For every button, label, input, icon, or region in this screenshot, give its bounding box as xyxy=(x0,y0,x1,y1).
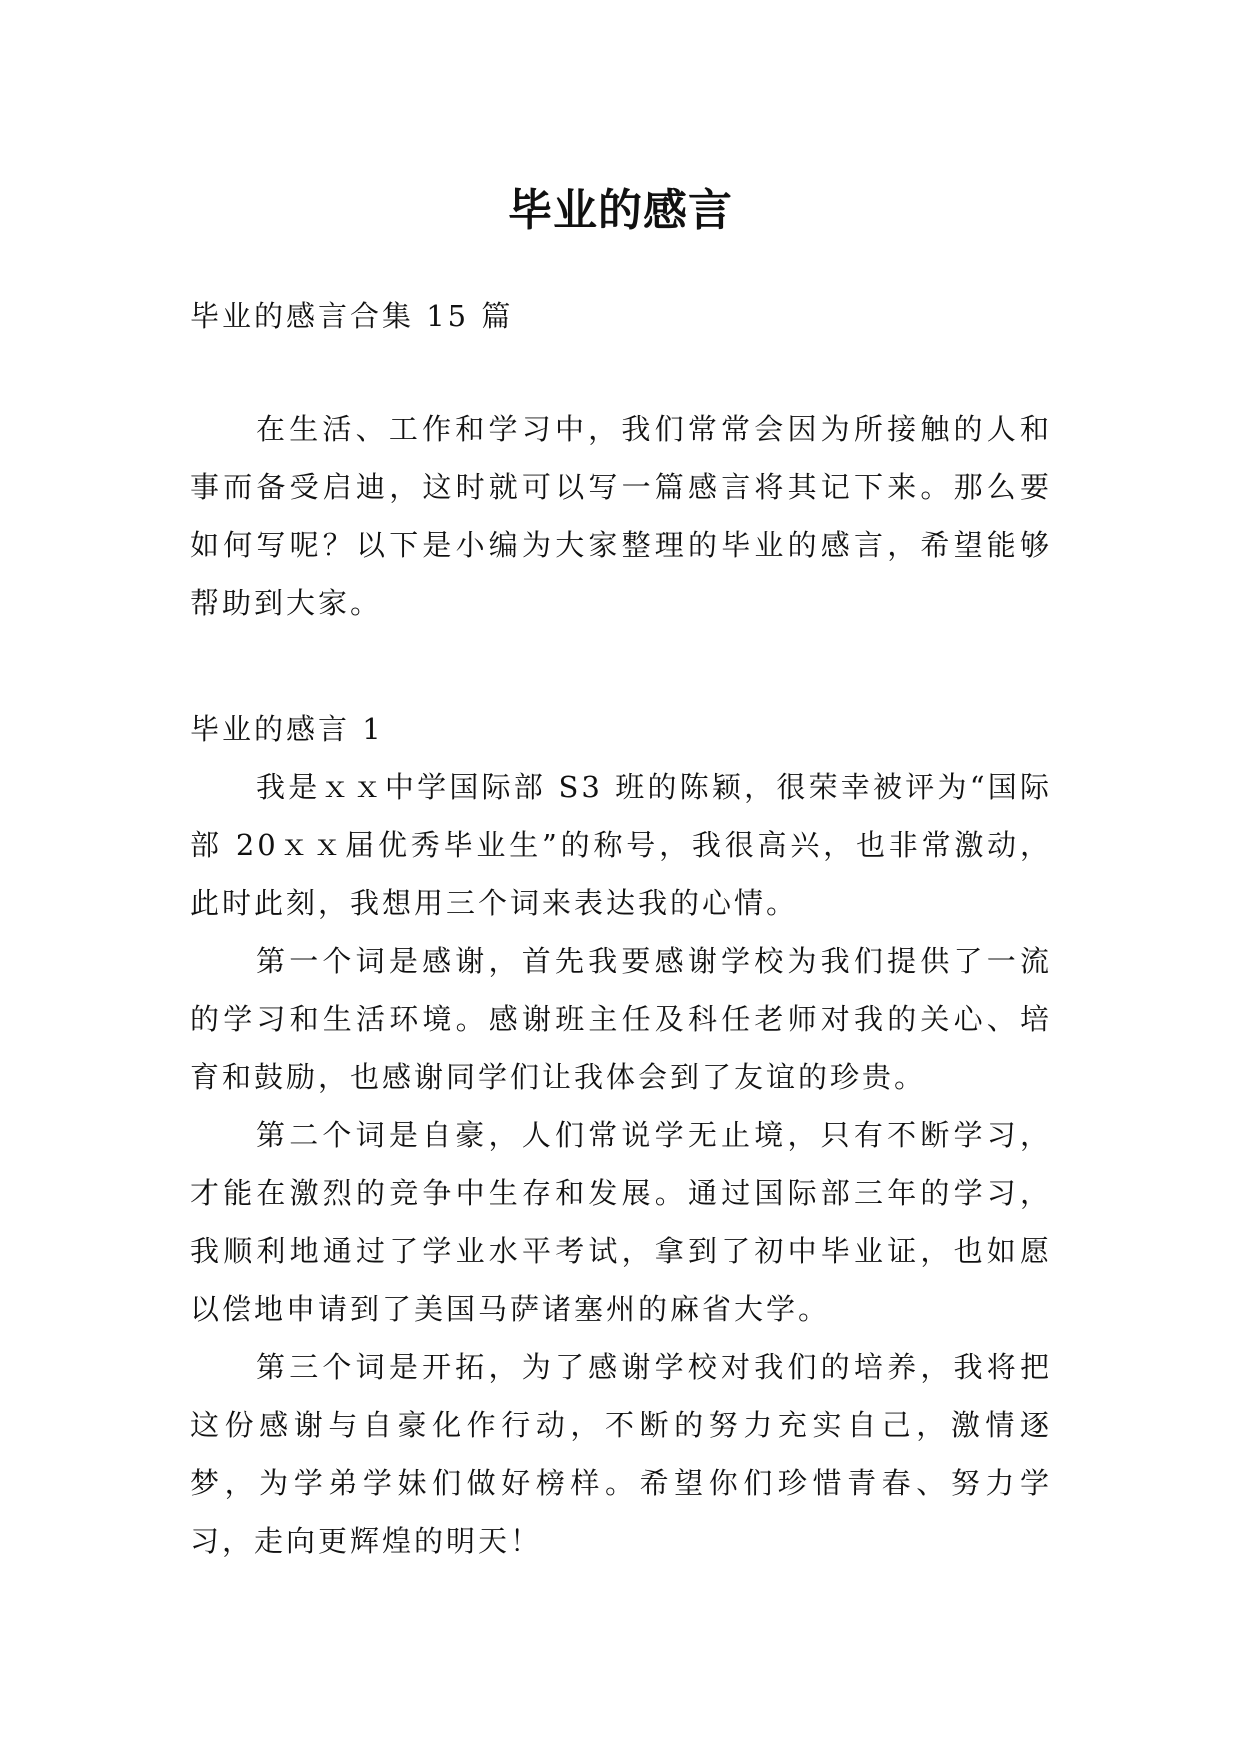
section-heading: 毕业的感言 1 xyxy=(190,712,384,746)
section-paragraph: 我是ｘｘ中学国际部 S3 班的陈颖，很荣幸被评为“国际部 20ｘｘ届优秀毕业生”的称号，我很高兴，也非常激动，此时此刻，我想用三个词来表达我的心情。 xyxy=(190,770,1052,920)
section-body xyxy=(190,758,1052,1570)
document-title: 毕业的感言 xyxy=(508,185,733,237)
section-paragraph: 第二个词是自豪，人们常说学无止境，只有不断学习，才能在激烈的竞争中生存和发展。通过国际部三年的学习，我顺利地通过了学业水平考试，拿到了初中毕业证，也如愿以偿地申请到了美国马萨诸塞州的麻省大学。 xyxy=(190,1118,1052,1326)
document-subtitle: 毕业的感言合集 15 篇 xyxy=(190,299,514,333)
section-paragraph: 第三个词是开拓，为了感谢学校对我们的培养，我将把这份感谢与自豪化作行动，不断的努力充实自己，激情逐梦，为学弟学妹们做好榜样。希望你们珍惜青春、努力学习，走向更辉煌的明天！ xyxy=(190,1350,1052,1558)
section-paragraph: 第一个词是感谢，首先我要感谢学校为我们提供了一流的学习和生活环境。感谢班主任及科任老师对我的关心、培育和鼓励，也感谢同学们让我体会到了友谊的珍贵。 xyxy=(190,944,1052,1094)
intro-paragraph: 在生活、工作和学习中，我们常常会因为所接触的人和事而备受启迪，这时就可以写一篇感言将其记下来。那么要如何写呢？以下是小编为大家整理的毕业的感言，希望能够帮助到大家。 xyxy=(190,412,1052,620)
